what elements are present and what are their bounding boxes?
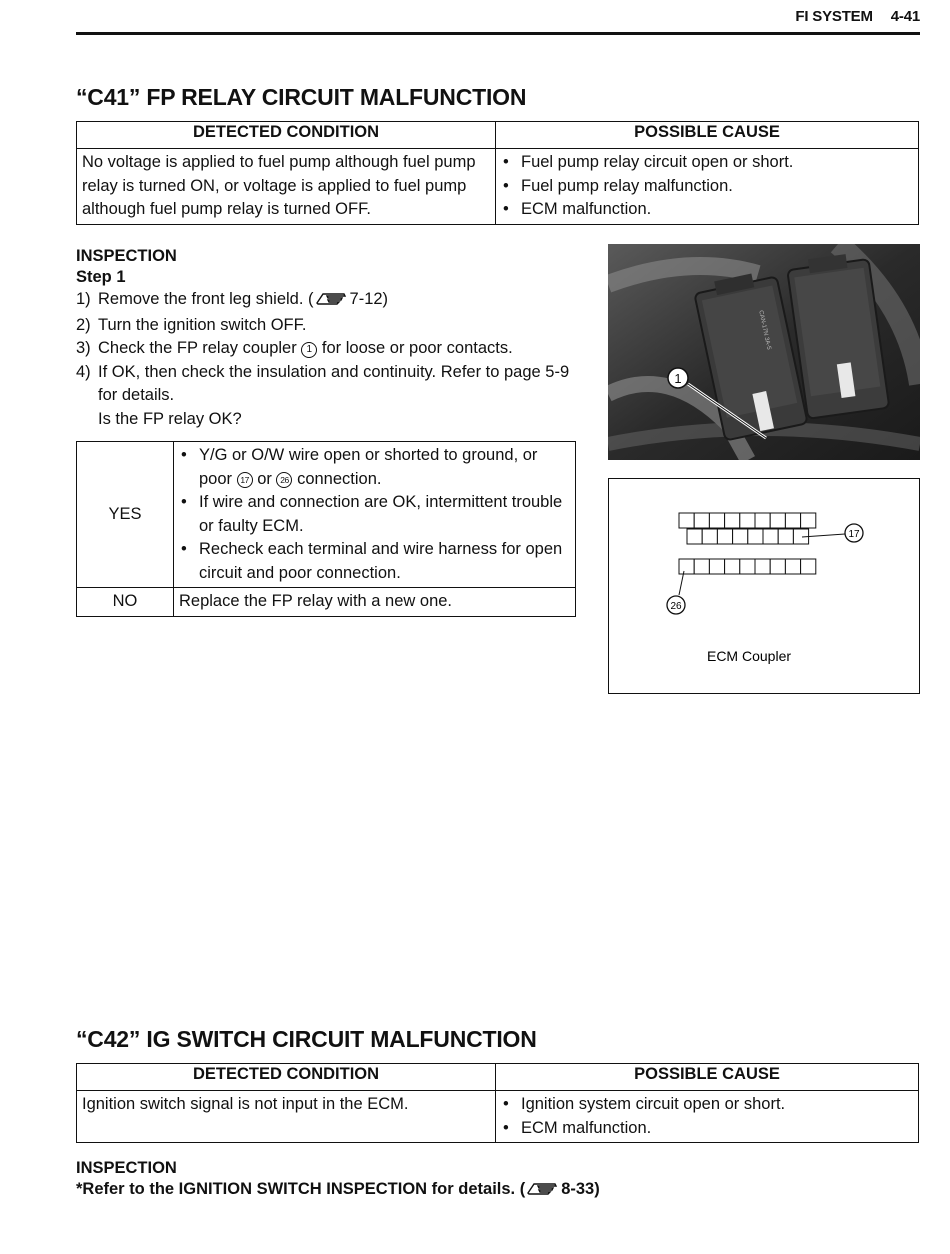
step-item: 4) If OK, then check the insulation and continuity. Refer to page 5-9 for details. — [76, 362, 570, 404]
c42-col-detected-condition: DETECTED CONDITION — [77, 1064, 496, 1091]
page-reference: 7-12) — [349, 290, 389, 308]
coupler-pin — [770, 513, 785, 528]
coupler-pin — [785, 513, 800, 528]
fp-relay-photo — [608, 244, 920, 460]
coupler-pin — [763, 529, 778, 544]
coupler-pin — [679, 513, 694, 528]
coupler-pin — [702, 529, 717, 544]
c42-condition-table — [76, 1063, 919, 1143]
c41-cause-cell — [496, 149, 919, 225]
c42-cause-item: • Ignition system circuit open or short. — [501, 1093, 913, 1117]
inspection-heading: INSPECTION — [76, 247, 177, 265]
diagram-caption: ECM Coupler — [706, 648, 792, 664]
step-question: Is the FP relay OK? — [98, 409, 242, 428]
coupler-pin — [755, 559, 770, 574]
coupler-pin — [709, 559, 724, 574]
photo-callout-number: 1 — [674, 371, 682, 386]
page-number: 4-41 — [890, 8, 920, 25]
yes-cell — [174, 442, 576, 588]
coupler-pin — [785, 559, 800, 574]
c41-title: “C41” FP RELAY CIRCUIT MALFUNCTION — [76, 84, 527, 110]
c41-col-detected-condition: DETECTED CONDITION — [77, 122, 496, 149]
step-list — [76, 288, 586, 431]
step-item: 2) Turn the ignition switch OFF. — [76, 315, 307, 334]
yes-no-table — [76, 441, 576, 617]
coupler-pin — [717, 529, 732, 544]
c42-col-possible-cause: POSSIBLE CAUSE — [496, 1064, 919, 1091]
c41-cause-item: • Fuel pump relay circuit open or short. — [501, 151, 913, 175]
no-cell: Replace the FP relay with a new one. — [174, 588, 576, 617]
coupler-pin — [733, 529, 748, 544]
c42-inspection-note: *Refer to the IGNITION SWITCH INSPECTION for details. ( 8-33) — [76, 1179, 916, 1202]
page-reference-icon — [525, 1180, 561, 1202]
coupler-pin — [709, 513, 724, 528]
yes-item: • If wire and connection are OK, intermittent trouble or faulty ECM. — [179, 491, 570, 538]
page-reference-icon — [314, 290, 350, 314]
relay-label-text: CAN-17N 3A-5 — [757, 309, 772, 351]
coupler-pin — [740, 559, 755, 574]
coupler-pin — [755, 513, 770, 528]
coupler-pin — [725, 559, 740, 574]
c41-condition-cell: No voltage is applied to fuel pump although fuel pump relay is turned ON, or voltage is applied to fuel pump although fuel pump relay is turned OFF. — [77, 149, 496, 225]
coupler-pin — [778, 529, 793, 544]
coupler-pin — [770, 559, 785, 574]
c41-col-possible-cause: POSSIBLE CAUSE — [496, 122, 919, 149]
coupler-pin — [687, 529, 702, 544]
c41-cause-item: • ECM malfunction. — [501, 198, 913, 222]
c41-cause-item: • Fuel pump relay malfunction. — [501, 175, 913, 199]
coupler-pin — [694, 559, 709, 574]
yes-item: • Recheck each terminal and wire harness for open circuit and poor connection. — [179, 538, 570, 585]
no-label: NO — [77, 588, 174, 617]
terminal-17-marker: 17 — [237, 472, 253, 488]
section-name: FI SYSTEM — [795, 8, 873, 25]
coupler-pin — [679, 559, 694, 574]
c42-cause-item: • ECM malfunction. — [501, 1117, 913, 1141]
callout-1-marker: 1 — [301, 342, 317, 358]
terminal-17-number: 17 — [848, 529, 860, 540]
step-item: 3) Check the FP relay coupler 1 for loose or poor contacts. — [76, 339, 513, 357]
coupler-pin — [748, 529, 763, 544]
terminal-26-number: 26 — [670, 601, 682, 612]
c42-cause-cell — [496, 1091, 919, 1143]
c41-inspection — [76, 246, 586, 431]
yes-item: • Y/G or O/W wire open or shorted to ground, or poor 17 or 26 connection. — [179, 444, 570, 491]
page-reference: 8-33) — [561, 1180, 600, 1198]
inspection-heading: INSPECTION — [76, 1159, 177, 1177]
terminal-26-marker: 26 — [276, 472, 292, 488]
step-heading: Step 1 — [76, 268, 126, 286]
coupler-pin — [801, 513, 816, 528]
yes-label: YES — [77, 442, 174, 588]
c42-condition-cell: Ignition switch signal is not input in the ECM. — [77, 1091, 496, 1143]
coupler-pin — [801, 559, 816, 574]
coupler-pin — [725, 513, 740, 528]
ecm-coupler-diagram — [608, 478, 920, 694]
coupler-pin — [740, 513, 755, 528]
c42-title: “C42” IG SWITCH CIRCUIT MALFUNCTION — [76, 1026, 537, 1052]
header-text — [777, 8, 920, 25]
page-header — [76, 6, 920, 35]
c41-condition-table — [76, 121, 919, 225]
step-item: 1) Remove the front leg shield. ( 7-12) — [76, 288, 586, 314]
c42-inspection — [76, 1158, 916, 1202]
coupler-pins — [679, 513, 816, 574]
coupler-pin — [694, 513, 709, 528]
